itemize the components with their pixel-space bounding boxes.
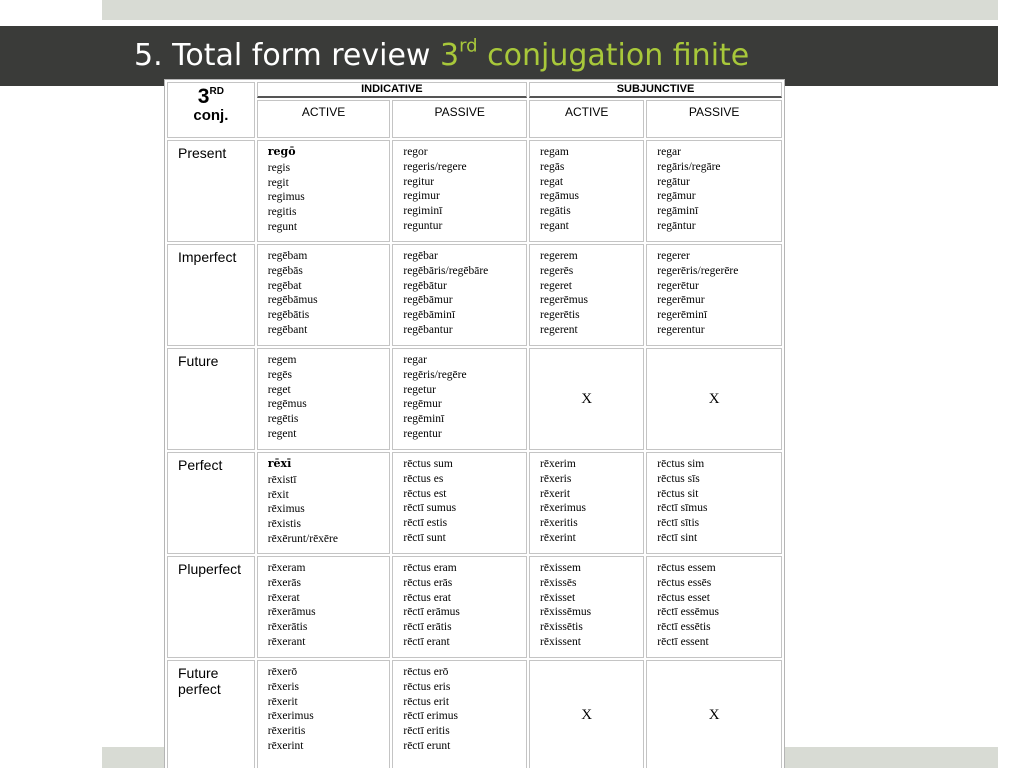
verb-form: regēbātur <box>403 279 447 292</box>
not-applicable-mark: X <box>708 390 720 407</box>
verb-form: rēctus sīs <box>657 472 700 485</box>
verb-form: rēxerant <box>267 635 306 648</box>
forms-cell-indicative-active <box>257 140 391 242</box>
forms-cell-subjunctive-passive <box>646 348 782 450</box>
verb-form: regit <box>267 176 289 189</box>
verb-form: rēctī erunt <box>403 739 451 752</box>
verb-form: rēctī sint <box>657 531 698 544</box>
verb-form: regātur <box>657 175 690 188</box>
tense-label: Pluperfect <box>167 556 255 658</box>
verb-form: regimus <box>267 191 305 204</box>
verb-form: rēctī erāmus <box>403 606 460 619</box>
title-num: 3 <box>440 38 460 73</box>
tense-row <box>167 452 782 554</box>
not-applicable-mark: X <box>708 706 720 723</box>
verb-form: regēmur <box>403 398 442 411</box>
tense-label: Imperfect <box>167 244 255 346</box>
verb-form: rēxissent <box>540 635 581 648</box>
verb-form: rēxissem <box>540 562 581 574</box>
forms-cell-subjunctive-passive <box>646 140 782 242</box>
verb-form: rēctī essent <box>657 635 709 648</box>
verb-form: rēxerint <box>540 531 576 544</box>
verb-form: rēxerit <box>267 695 298 708</box>
verb-form: rēctus essem <box>657 562 716 574</box>
verb-form: regerēmus <box>540 294 588 307</box>
verb-form: rēxeram <box>267 562 306 574</box>
verb-form: rēxerimus <box>540 502 587 515</box>
verb-form: rēxerāmus <box>267 606 316 619</box>
verb-form: regerētis <box>540 309 580 322</box>
verb-form: rēctī sumus <box>403 502 457 515</box>
verb-form: rēxerint <box>267 739 304 752</box>
forms-cell-subjunctive-active <box>529 140 644 242</box>
title-highlight <box>440 35 750 73</box>
verb-form: rēctī eritis <box>403 725 450 738</box>
forms-cell-subjunctive-passive <box>646 244 782 346</box>
verb-form: regāntur <box>657 219 696 232</box>
forms-cell-subjunctive-passive <box>646 556 782 658</box>
verb-form: regātis <box>540 205 571 218</box>
verb-form: regiminī <box>403 205 443 218</box>
verb-form: regitur <box>403 175 435 188</box>
verb-form: rēxī <box>267 457 292 470</box>
verb-form: rēctus erās <box>403 576 453 589</box>
verb-form: regetur <box>403 383 436 396</box>
verb-form: rēxerātis <box>267 621 308 634</box>
verb-form: regēmus <box>267 398 307 411</box>
verb-form: regerēris/regerēre <box>657 264 739 277</box>
verb-form: regēbar <box>403 250 438 262</box>
verb-form: rēxeris <box>540 472 572 485</box>
forms-cell-subjunctive-active <box>529 660 644 768</box>
conjugation-table-body <box>167 140 782 768</box>
verb-form: regitis <box>267 206 297 219</box>
conjugation-table <box>164 79 785 768</box>
verb-form: rēctus sim <box>657 458 705 470</box>
verb-form: reguntur <box>403 219 443 232</box>
verb-form: regerem <box>540 250 578 262</box>
verb-form: reget <box>267 383 291 396</box>
verb-form: regis <box>267 161 291 174</box>
verb-form: rēctī erātis <box>403 621 452 634</box>
forms-cell-indicative-passive <box>392 452 527 554</box>
verb-form: rēxisset <box>540 591 576 604</box>
verb-form: regāmur <box>657 190 696 203</box>
subheader-subjunctive-active: ACTIVE <box>529 100 644 138</box>
verb-form: regēbāminī <box>403 309 456 322</box>
tense-row <box>167 660 782 768</box>
verb-form: regunt <box>267 220 298 233</box>
group-header-subjunctive: SUBJUNCTIVE <box>529 82 782 98</box>
verb-form: regar <box>403 354 427 366</box>
verb-form: rēctus erit <box>403 695 450 708</box>
verb-form: rēxerit <box>540 487 571 500</box>
verb-form: regāris/regāre <box>657 160 721 173</box>
forms-cell-indicative-active <box>257 244 391 346</box>
slide-title <box>134 36 749 76</box>
corner-sup: RD <box>209 86 224 97</box>
verb-form: rēxērunt/rēxēre <box>267 532 338 545</box>
verb-form: regerēminī <box>657 309 708 322</box>
group-header-indicative: INDICATIVE <box>257 82 527 98</box>
forms-cell-indicative-passive <box>392 556 527 658</box>
forms-cell-subjunctive-active <box>529 244 644 346</box>
verb-form: regem <box>267 354 297 366</box>
verb-form: rēxerās <box>267 576 301 589</box>
verb-form: regam <box>540 146 569 158</box>
verb-form: regāminī <box>657 205 699 218</box>
title-sup: rd <box>459 35 478 57</box>
verb-form: regerentur <box>657 323 705 336</box>
verb-form: rēxeritis <box>267 725 306 738</box>
verb-form: regēminī <box>403 413 445 426</box>
verb-form: rēctus erō <box>403 666 449 678</box>
tense-row <box>167 348 782 450</box>
forms-cell-subjunctive-active <box>529 348 644 450</box>
verb-form: regat <box>540 175 564 188</box>
verb-form: rēctus es <box>403 472 444 485</box>
title-prefix: 5. Total form review <box>134 38 440 73</box>
verb-form: rēxerimus <box>267 710 314 723</box>
corner-num: 3 <box>197 85 210 108</box>
verb-form: regent <box>267 427 297 440</box>
subheader-indicative-passive: PASSIVE <box>392 100 527 138</box>
verb-form: rēctī sīmus <box>657 502 708 515</box>
verb-form: regerēmur <box>657 294 705 307</box>
verb-form: rēxissēs <box>540 576 577 589</box>
forms-cell-indicative-passive <box>392 140 527 242</box>
tense-row <box>167 556 782 658</box>
verb-form: rēctī sunt <box>403 531 446 544</box>
verb-form: regentur <box>403 427 442 440</box>
verb-form: regēbāris/regēbāre <box>403 264 489 277</box>
verb-form: regō <box>267 145 296 158</box>
not-applicable-mark: X <box>581 706 593 723</box>
verb-form: regāmus <box>540 190 579 203</box>
verb-form: regeret <box>540 279 572 292</box>
corner-word: conj. <box>193 107 229 124</box>
forms-cell-indicative-active <box>257 348 391 450</box>
verb-form: regerer <box>657 250 690 262</box>
tense-row <box>167 140 782 242</box>
verb-form: regēbās <box>267 264 303 277</box>
top-decor-strip <box>102 0 998 20</box>
verb-form: rēctī sītis <box>657 517 700 530</box>
tense-label: Present <box>167 140 255 242</box>
verb-form: regor <box>403 146 428 158</box>
verb-form: regēbant <box>267 323 308 336</box>
verb-form: regēbātis <box>267 309 310 322</box>
verb-form: rēctus sit <box>657 487 699 500</box>
verb-form: regerētur <box>657 279 699 292</box>
verb-form: regerēs <box>540 264 574 277</box>
verb-form: regimur <box>403 190 440 203</box>
title-suffix: conjugation finite <box>477 38 750 73</box>
tense-row <box>167 244 782 346</box>
tense-label: Future <box>167 348 255 450</box>
verb-form: rēxerim <box>540 458 576 470</box>
verb-form: rēctī estis <box>403 517 448 530</box>
verb-form: regar <box>657 146 681 158</box>
verb-form: rēxissēmus <box>540 606 592 619</box>
verb-form: regēris/regēre <box>403 368 467 381</box>
verb-form: regās <box>540 160 565 173</box>
verb-form: rēctus essēs <box>657 576 712 589</box>
verb-form: regant <box>540 219 569 232</box>
verb-form: rēctus eram <box>403 562 457 574</box>
verb-form: rēximus <box>267 503 305 516</box>
not-applicable-mark: X <box>581 390 593 407</box>
verb-form: rēctus erat <box>403 591 451 604</box>
forms-cell-subjunctive-passive <box>646 660 782 768</box>
verb-form: rēctī essētis <box>657 621 711 634</box>
tense-label: Future perfect <box>167 660 255 768</box>
verb-form: rēxistis <box>267 518 301 531</box>
verb-form: regēbantur <box>403 323 453 336</box>
verb-form: rēxeritis <box>540 517 578 530</box>
verb-form: rēctī erant <box>403 635 450 648</box>
forms-cell-subjunctive-active <box>529 556 644 658</box>
verb-form: regēbat <box>267 279 302 292</box>
verb-form: rēctus esset <box>657 591 710 604</box>
verb-form: rēctī erimus <box>403 710 458 723</box>
forms-cell-indicative-active <box>257 452 391 554</box>
verb-form: rēxerō <box>267 666 298 678</box>
forms-cell-indicative-passive <box>392 660 527 768</box>
subheader-subjunctive-passive: PASSIVE <box>646 100 782 138</box>
forms-cell-subjunctive-passive <box>646 452 782 554</box>
tense-label: Perfect <box>167 452 255 554</box>
verb-form: regerent <box>540 323 578 336</box>
verb-form: regēbāmur <box>403 294 453 307</box>
forms-cell-subjunctive-active <box>529 452 644 554</box>
forms-cell-indicative-active <box>257 660 391 768</box>
verb-form: rēxit <box>267 488 289 501</box>
verb-form: regēbāmus <box>267 294 318 307</box>
verb-form: rēctus sum <box>403 458 453 470</box>
verb-form: regeris/regere <box>403 160 467 173</box>
verb-form: rēctus eris <box>403 680 451 693</box>
forms-cell-indicative-passive <box>392 244 527 346</box>
verb-form: rēxistī <box>267 473 297 486</box>
subheader-indicative-active: ACTIVE <box>257 100 391 138</box>
verb-form: rēctī essēmus <box>657 606 719 619</box>
verb-form: rēctus est <box>403 487 447 500</box>
verb-form: rēxerat <box>267 591 300 604</box>
verb-form: regēs <box>267 368 292 381</box>
verb-form: regēbam <box>267 250 308 262</box>
forms-cell-indicative-active <box>257 556 391 658</box>
forms-cell-indicative-passive <box>392 348 527 450</box>
conj-corner-cell <box>167 82 255 138</box>
conjugation-table-container <box>164 79 785 768</box>
verb-form: rēxissētis <box>540 621 583 634</box>
verb-form: rēxeris <box>267 680 300 693</box>
verb-form: regētis <box>267 413 299 426</box>
